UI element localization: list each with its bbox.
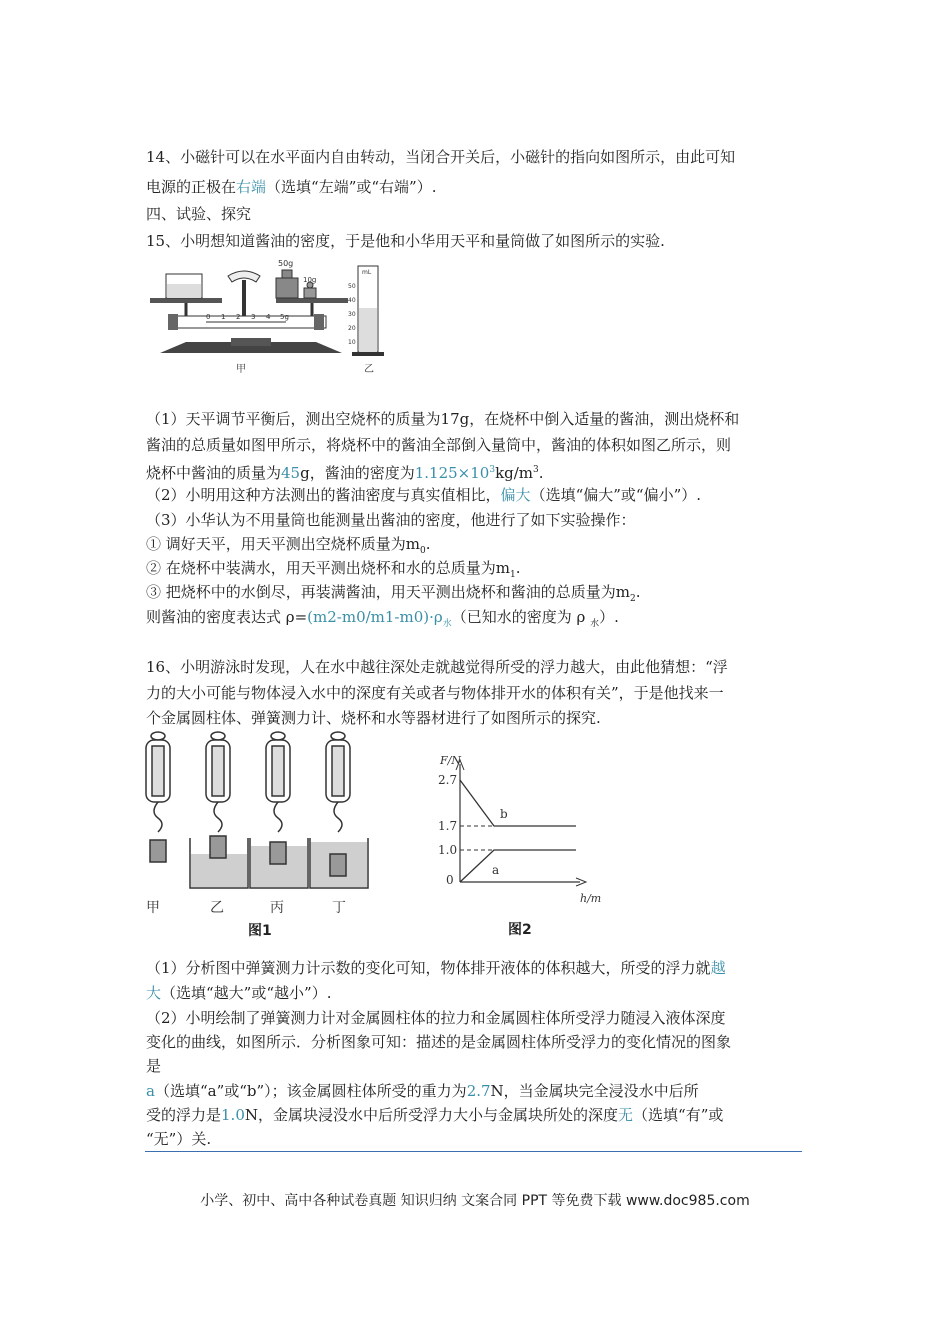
answer-larger: 偏大	[500, 486, 531, 504]
text: （选填“左端”或“右端”）.	[266, 178, 437, 196]
cyl-tick: 50	[348, 283, 356, 290]
text: ③ 把烧杯中的水倒尽，再装满酱油，用天平测出烧杯和酱油的总质量为m	[146, 583, 630, 601]
q15-p3: （3）小华认为不用量筒也能测量出酱油的密度，他进行了如下实验操作：	[146, 511, 636, 529]
footer: 小学、初中、高中各种试卷真题 知识归纳 文案合同 PPT 等免费下载 www.doc985.com	[200, 1193, 750, 1209]
q16-p2-line1: （2）小明绘制了弹簧测力计对金属圆柱体的拉力和金属圆柱体所受浮力随浸入液体深度	[146, 1009, 726, 1027]
subscript: 水	[442, 619, 452, 629]
text: N，当金属块完全浸没水中后所	[490, 1082, 699, 1100]
spring-scale-figure	[140, 728, 390, 943]
subscript: 1	[510, 570, 516, 580]
text: （1）分析图中弹簧测力计示数的变化可知，物体排开液体的体积越大，所受的浮力就	[146, 959, 711, 977]
scale-tick: 2	[236, 313, 241, 321]
q16-p1-line2	[146, 982, 331, 1004]
text: 电源的正极在	[146, 178, 237, 196]
q15-stem: 15、小明想知道酱油的密度，于是他和小华用天平和量筒做了如图所示的实验.	[146, 232, 665, 250]
text: .	[515, 559, 521, 577]
tick-1-0: 1.0	[438, 843, 458, 857]
text: 烧杯中酱油的质量为	[146, 464, 282, 482]
curve-b-label: b	[500, 807, 508, 821]
cyl-tick: 30	[348, 311, 356, 318]
q14-line1: 14、小磁针可以在水平面内自由转动，当闭合开关后，小磁针的指向如图所示，由此可知	[146, 148, 736, 166]
text: （选填“a”或“b”）；该金属圆柱体所受的重力为	[154, 1082, 467, 1100]
subscript: 0	[420, 546, 426, 556]
q14-line2	[146, 176, 436, 198]
text: 受的浮力是	[146, 1106, 222, 1124]
text: （选填“偏大”或“偏小”）.	[530, 486, 702, 504]
text: ）.	[599, 608, 619, 626]
q16-p2-line6: “无”）关.	[146, 1130, 212, 1148]
text: （2）小明用这种方法测出的酱油密度与真实值相比，	[146, 486, 501, 504]
tick-2-7: 2.7	[438, 773, 458, 787]
y-axis-label: F/N	[440, 754, 461, 767]
subscript: 水	[590, 619, 600, 629]
answer-gravity: 2.7	[466, 1082, 491, 1100]
cyl-tick: 40	[348, 297, 356, 304]
label-ding: 丁	[332, 900, 346, 916]
balance-cylinder-figure	[146, 258, 396, 378]
subscript: 2	[630, 594, 636, 604]
q15-p1-line2: 酱油的总质量如图甲所示，将烧杯中的酱油全部倒入量筒中，酱油的体积如图乙所示，则	[146, 436, 732, 454]
text: ② 在烧杯中装满水，用天平测出烧杯和水的总质量为m	[146, 559, 510, 577]
q15-expression	[146, 606, 619, 635]
answer-expression	[307, 608, 452, 629]
q16-line2: 力的大小可能与物体浸入水中的深度有关或者与物体排开水的体积有关”，于是他找来一	[146, 684, 724, 702]
q16-p2-line4	[146, 1080, 699, 1102]
tick-1-7: 1.7	[438, 819, 458, 833]
weight-10g-label: 10g	[303, 276, 317, 284]
text: （选填“有”或	[633, 1106, 724, 1124]
q16-p2-line2: 变化的曲线，如图所示．分析图象可知：描述的是金属圆柱体所受浮力的变化情况的图象	[146, 1033, 732, 1051]
answer-no-relation: 无	[618, 1106, 634, 1124]
text: kg/m	[495, 464, 534, 482]
text: 则酱油的密度表达式 ρ=	[146, 608, 308, 626]
answer-right-end: 右端	[236, 178, 267, 196]
text: .	[538, 464, 544, 482]
text: 1.125×10	[414, 464, 490, 482]
q16-p1-line1	[146, 957, 726, 979]
scale-tick: 5g	[280, 313, 289, 321]
scale-tick: 1	[221, 313, 226, 321]
q16-p2-line5	[146, 1104, 723, 1126]
tick-0: 0	[446, 873, 454, 887]
q16-line1: 16、小明游泳时发现，人在水中越往深处走就越觉得所受的浮力越大，由此他猜想：“浮	[146, 658, 728, 676]
text: (m2-m0/m1-m0)·ρ	[307, 608, 443, 626]
scale-tick: 4	[266, 313, 271, 321]
curve-a	[460, 850, 576, 882]
text: （已知水的密度为 ρ	[451, 608, 591, 626]
curve-b	[460, 780, 576, 826]
q15-p2	[146, 484, 701, 506]
force-depth-graph	[400, 752, 610, 942]
q15-p1-line1: （1）天平调节平衡后，测出空烧杯的质量为17g，在烧杯中倒入适量的酱油，测出烧杯和	[146, 410, 740, 428]
label-bing: 丙	[270, 900, 284, 916]
fig1-caption: 图1	[248, 923, 272, 939]
x-axis-label: h/m	[580, 892, 602, 905]
scale-tick: 0	[206, 313, 211, 321]
exponent: 3	[489, 465, 496, 475]
answer-larger-part2: 大	[146, 984, 162, 1002]
label-yi: 乙	[364, 364, 374, 375]
answer-buoyancy: 1.0	[221, 1106, 245, 1124]
answer-mass: 45	[281, 464, 301, 482]
cyl-tick: 10	[348, 339, 356, 346]
curve-a-label: a	[492, 863, 500, 877]
text: .	[635, 583, 641, 601]
weight-50g-label: 50g	[278, 259, 294, 268]
label-yi: 乙	[210, 900, 224, 916]
text: ① 调好天平，用天平测出空烧杯质量为m	[146, 535, 420, 553]
scale-tick: 3	[251, 313, 256, 321]
text: N，金属块浸没水中后所受浮力大小与金属块所处的深度	[244, 1106, 619, 1124]
q16-line3: 个金属圆柱体、弹簧测力计、烧杯和水等器材进行了如图所示的探究.	[146, 709, 601, 727]
answer-larger-part1: 越	[710, 959, 726, 977]
cyl-unit: mL	[362, 269, 372, 276]
text: g，酱油的密度为	[300, 464, 415, 482]
cyl-tick: 20	[348, 325, 356, 332]
section-heading: 四、试验、探究	[146, 205, 252, 223]
divider	[145, 1151, 802, 1152]
answer-curve-a: a	[146, 1082, 155, 1100]
answer-density	[415, 464, 495, 482]
q15-p1-line3	[146, 459, 544, 484]
text: （选填“越大”或“越小”）.	[161, 984, 332, 1002]
exponent: 3	[533, 465, 539, 475]
text: .	[425, 535, 431, 553]
q16-p2-line3: 是	[146, 1057, 162, 1075]
fig2-caption: 图2	[508, 922, 532, 938]
label-jia: 甲	[146, 900, 160, 916]
label-jia: 甲	[236, 364, 246, 375]
